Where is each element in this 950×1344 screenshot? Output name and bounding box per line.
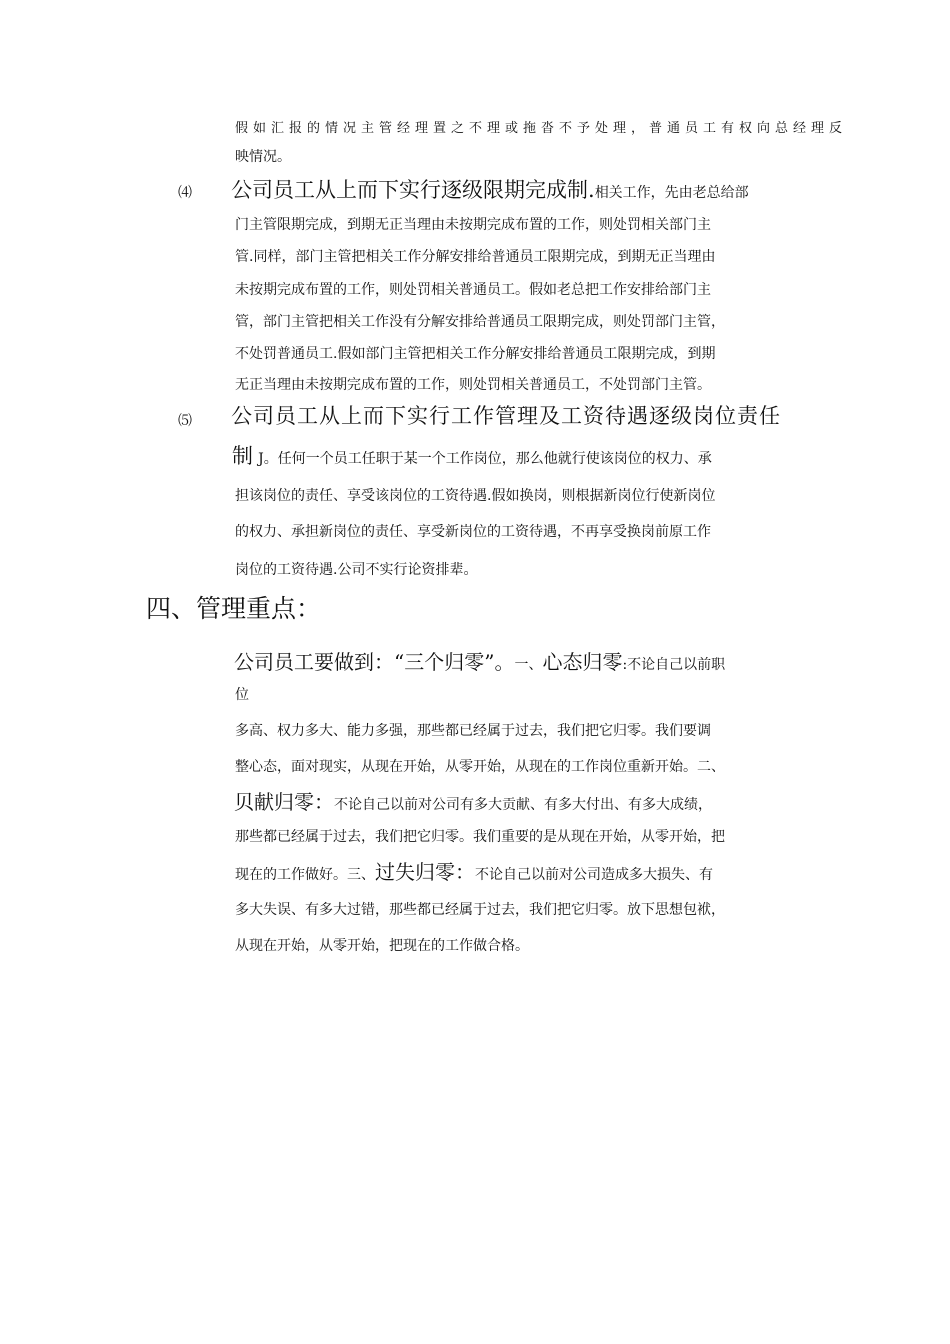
text-span: 心态归零	[542, 650, 623, 674]
list-item-heading-line	[231, 180, 749, 201]
text-span: :不论自己以前职	[622, 657, 726, 673]
text-span: 公司员工要做到：“三个归零”。	[234, 650, 515, 674]
paragraph-lead-line	[234, 652, 725, 672]
text-line: 门主管限期完成，到期无正当理由未按期完成布置的工作，则处罚相关部门主	[235, 217, 711, 233]
text-span: 一、	[514, 657, 543, 673]
text-line-with-title	[234, 792, 712, 812]
section-heading: 四、管理重点：	[146, 594, 322, 623]
text-span: 过失归零：	[375, 860, 475, 884]
list-item-number: ⑸	[178, 413, 192, 429]
text-span: 不论自己以前对公司造成多大损失、有	[475, 867, 713, 883]
text-line: 多高、权力多大、能力多强，那些都已经属于过去，我们把它归零。我们要调	[235, 723, 711, 739]
text-line: 未按期完成布置的工作，则处罚相关普通员工。假如老总把工作安排给部门主	[235, 282, 711, 298]
list-item-heading-line	[232, 446, 712, 467]
text-line: 不处罚普通员工.假如部门主管把相关工作分解安排给普通员工限期完成，到期	[235, 346, 716, 362]
text-line: 担该岗位的责任、享受该岗位的工资待遇.假如换岗，则根据新岗位行使新岗位	[235, 488, 716, 504]
text-line-with-title	[235, 862, 713, 882]
text-line: 位	[235, 687, 249, 703]
text-line: 那些都已经属于过去，我们把它归零。我们重要的是从现在开始，从零开始，把	[235, 829, 725, 845]
text-line: 管.同样，部门主管把相关工作分解安排给普通员工限期完成，到期无正当理由	[235, 249, 716, 265]
text-line: 岗位的工资待遇.公司不实行论资排辈。	[235, 562, 478, 578]
list-item-title: 公司员工从上而下实行逐级限期完成制.	[231, 178, 595, 202]
list-item-number: ⑷	[178, 185, 192, 201]
text-span: 贝献归零：	[234, 790, 334, 814]
text-line: 管，部门主管把相关工作没有分解安排给普通员工限期完成，则处罚部门主管，	[235, 314, 725, 330]
text-line: 假如汇报的情况主管经理置之不理或拖沓不予处理，普通员工有权向总经理反	[235, 121, 848, 136]
text-line: 映情况。	[235, 149, 291, 165]
text-line: 的权力、承担新岗位的责任、享受新岗位的工资待遇，不再享受换岗前原工作	[235, 524, 711, 540]
text-line: 整心态，面对现实，从现在开始，从零开始，从现在的工作岗位重新开始。二、	[235, 759, 725, 775]
text-span: J。任何一个员工任职于某一个工作岗位，那么他就行使该岗位的权力、承	[258, 451, 712, 467]
text-span: 现在的工作做好。三、	[235, 867, 375, 883]
text-span: 不论自己以前对公司有多大贡献、有多大付出、有多大成绩，	[334, 797, 712, 813]
text-line: 多大失误、有多大过错，那些都已经属于过去，我们把它归零。放下思想包袱，	[235, 902, 725, 918]
text-span: 相关工作，先由老总给部	[594, 185, 749, 201]
text-line: 无正当理由未按期完成布置的工作，则处罚相关普通员工，不处罚部门主管。	[235, 377, 711, 393]
list-item-title: 制	[232, 444, 253, 468]
list-item-title: 公司员工从上而下实行工作管理及工资待遇逐级岗位责任	[231, 404, 781, 428]
text-line: 从现在开始，从零开始，把现在的工作做合格。	[235, 938, 529, 954]
